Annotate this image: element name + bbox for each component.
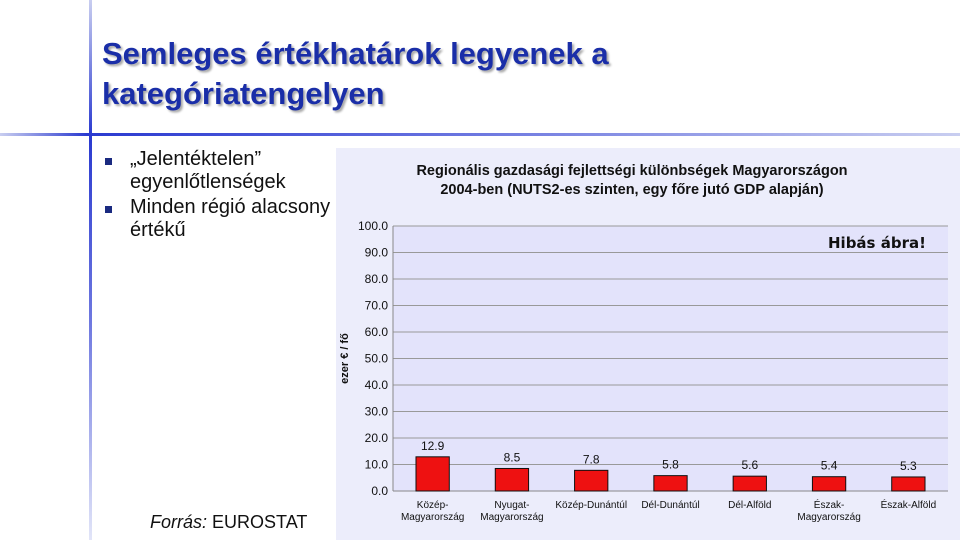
slide-title: Semleges értékhatárok legyenek a kategóriatengelyen [102, 36, 609, 111]
bar [812, 477, 845, 491]
source-value: EUROSTAT [212, 512, 308, 532]
y-tick-label: 30.0 [364, 404, 388, 419]
bar [575, 470, 608, 491]
data-label: 12.9 [420, 438, 445, 453]
y-tick-label: 40.0 [364, 378, 388, 392]
data-label: 5.6 [741, 458, 759, 473]
y-tick-label: 10.0 [364, 457, 388, 472]
data-label: 8.5 [503, 450, 521, 465]
bar [654, 476, 687, 491]
y-tick-label: 80.0 [364, 272, 388, 286]
x-tick-label: Magyarország [400, 512, 465, 523]
data-label: 5.4 [820, 458, 838, 473]
chart-title-line: Regionális gazdasági fejlettségi különbségek Magyarországon [416, 163, 848, 179]
source-label: Forrás: [150, 512, 208, 532]
x-tick-label: Észak-Alföld [880, 500, 937, 511]
bar [892, 477, 925, 491]
chart-title-line: 2004-ben (NUTS2-es szinten, egy főre jutó GDP alapján) [440, 182, 824, 198]
bar [495, 468, 528, 491]
y-tick-label: 90.0 [364, 245, 388, 260]
x-tick-label: Közép-Dunántúl [555, 500, 628, 511]
y-axis-label: ezer € / fő [339, 333, 351, 384]
x-tick-label: Dél-Alföld [728, 500, 772, 511]
x-tick-label: Közép- [416, 500, 449, 511]
y-tick-label: 60.0 [364, 325, 388, 339]
x-tick-label: Magyarország [480, 512, 544, 523]
y-tick-label: 100.0 [357, 219, 388, 233]
bullet-text: „Jelentéktelen” egyenlőtlenségek [130, 148, 286, 193]
bar [416, 457, 449, 491]
data-label: 5.3 [900, 458, 917, 473]
bullet-text: Minden régió alacsony értékű [130, 196, 331, 241]
x-tick-label: Magyarország [797, 512, 861, 523]
x-tick-label: Észak- [813, 500, 845, 511]
x-tick-label: Nyugat- [494, 500, 530, 511]
y-tick-label: 20.0 [364, 431, 388, 445]
bar [733, 476, 766, 491]
x-tick-label: Dél-Dunántúl [641, 500, 700, 511]
data-label: 5.8 [662, 457, 679, 472]
y-tick-label: 70.0 [364, 298, 388, 313]
y-tick-label: 50.0 [364, 351, 388, 366]
data-label: 7.8 [582, 452, 600, 467]
y-tick-label: 0.0 [371, 484, 388, 498]
error-note: Hibás ábra! [828, 234, 926, 252]
